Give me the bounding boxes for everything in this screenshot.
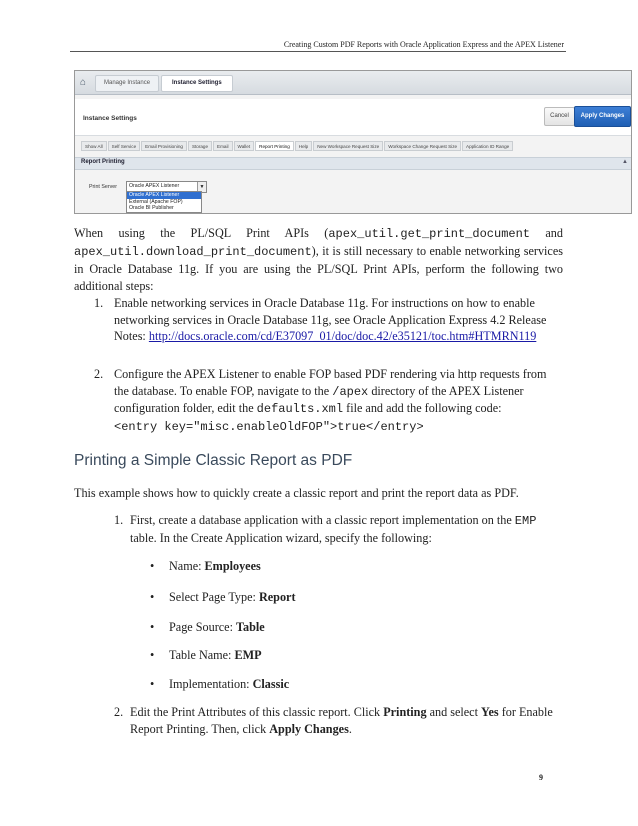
list-item xyxy=(114,512,564,547)
tab-show-all[interactable]: Show All xyxy=(81,141,107,151)
report-printing-section-header xyxy=(75,157,631,170)
section-heading: Printing a Simple Classic Report as PDF xyxy=(74,452,353,469)
tab-help[interactable]: Help xyxy=(295,141,312,151)
intro-text-2: and xyxy=(530,226,563,240)
list-text: First, create a database application with a classic report implementation on the xyxy=(130,513,515,527)
list-number: 2. xyxy=(94,367,104,381)
tab-storage[interactable]: Storage xyxy=(188,141,212,151)
breadcrumb-manage-instance[interactable]: Manage Instance xyxy=(95,75,159,92)
instance-settings-screenshot xyxy=(74,70,632,214)
cancel-button[interactable]: Cancel xyxy=(544,107,575,126)
page-number: 9 xyxy=(539,773,543,782)
list-text: directory of the APEX Listener configuration folder, edit the xyxy=(114,383,524,415)
list-number: 2. xyxy=(114,705,124,719)
tab-email-provisioning[interactable]: Email Provisioning xyxy=(141,141,187,151)
inline-code: /apex xyxy=(332,384,369,399)
bold-term: Yes xyxy=(481,705,499,719)
bold-term: Apply Changes xyxy=(269,722,349,736)
list-number: 1. xyxy=(94,296,104,310)
tab-report-printing[interactable]: Report Printing xyxy=(255,141,294,151)
bullet-label: Page Source: xyxy=(169,620,237,634)
chevron-down-icon[interactable]: ▼ xyxy=(197,182,206,192)
bullet-value: Classic xyxy=(252,677,290,691)
apply-changes-button[interactable]: Apply Changes xyxy=(574,106,631,127)
tab-wallet[interactable]: Wallet xyxy=(234,141,255,151)
list-item xyxy=(94,366,564,435)
list-text: . xyxy=(348,722,352,736)
bullet-item: • Implementation: Classic xyxy=(150,677,290,691)
running-header: Creating Custom PDF Reports with Oracle Application Express and the APEX Listener xyxy=(283,40,564,49)
bullet-item: • Name: Employees xyxy=(150,559,261,573)
region-title: Instance Settings xyxy=(83,115,137,122)
list-text: Configure the APEX Listener to enable FOP based PDF rendering via http requests from the database. To enable FOP, navigate to the xyxy=(114,367,547,398)
intro-text-3: ), it is still necessary to enable networking services in Oracle Database 11g. If you are using the PL/SQL Print APIs, perform the following two additional steps: xyxy=(74,244,563,293)
list-text: and select xyxy=(426,705,482,719)
bullet-label: Name: xyxy=(169,559,205,573)
bullet-value: Table xyxy=(236,620,265,634)
list-text: Enable networking services in Oracle Database 11g. For instructions on how to enable networking services in Oracle Database 11g, see Oracle Application Express 4.2 Release Notes: xyxy=(114,296,547,343)
list-text: table. In the Create Application wizard, specify the following: xyxy=(130,531,432,545)
header-rule xyxy=(70,51,566,52)
option-oracle-bi-publisher[interactable]: Oracle BI Publisher xyxy=(129,205,174,211)
bullet-label: Implementation: xyxy=(169,677,253,691)
option-oracle-apex-listener[interactable]: Oracle APEX Listener xyxy=(127,192,201,199)
tab-application-id-range[interactable]: Application ID Range xyxy=(462,141,513,151)
bullet-value: Employees xyxy=(204,559,261,573)
list-text: file and add the following code: xyxy=(343,401,502,415)
print-server-dropdown xyxy=(126,191,202,213)
tab-workspace-change-request-size[interactable]: Workspace Change Request Size xyxy=(384,141,461,151)
bullet-label: Table Name: xyxy=(169,648,235,662)
settings-tabs xyxy=(81,141,631,151)
bullet-item: • Table Name: EMP xyxy=(150,648,262,662)
list-item xyxy=(114,704,564,738)
list-number: 1. xyxy=(114,513,124,527)
intro-code-1: apex_util.get_print_document xyxy=(328,227,530,241)
tab-self-service[interactable]: Self Service xyxy=(108,141,141,151)
print-server-label: Print Server xyxy=(89,184,117,190)
intro-paragraph xyxy=(74,225,563,295)
print-server-value: Oracle APEX Listener xyxy=(129,183,180,189)
tab-new-workspace-request-size[interactable]: New Workspace Request Size xyxy=(313,141,383,151)
inline-code: EMP xyxy=(514,514,537,528)
home-icon[interactable]: ⌂ xyxy=(80,77,87,88)
tab-email[interactable]: Email xyxy=(213,141,233,151)
option-external-apache-fop[interactable]: External (Apache FOP) xyxy=(129,198,183,205)
section-intro: This example shows how to quickly create a classic report and print the report data as PDF. xyxy=(74,486,519,500)
intro-text-1: When using the PL/SQL Print APIs ( xyxy=(74,226,329,240)
code-line: <entry key="misc.enableOldFOP">true</entry> xyxy=(114,419,424,434)
breadcrumb xyxy=(75,71,631,95)
bullet-value: Report xyxy=(258,590,296,604)
collapse-icon[interactable]: ▲ xyxy=(622,159,628,165)
bullet-value: EMP xyxy=(234,648,262,662)
intro-code-2: apex_util.download_print_document xyxy=(74,245,312,259)
list-text: Edit the Print Attributes of this classic report. Click xyxy=(130,705,384,719)
list-item xyxy=(94,295,564,345)
bullet-label: Select Page Type: xyxy=(169,590,259,604)
breadcrumb-instance-settings: Instance Settings xyxy=(161,75,233,92)
release-notes-link[interactable]: http://docs.oracle.com/cd/E37097_01/doc/doc.42/e35121/toc.htm#HTMRN119 xyxy=(148,329,537,343)
inline-code: defaults.xml xyxy=(256,402,344,416)
region-header xyxy=(75,99,631,136)
section-title: Report Printing xyxy=(81,159,125,165)
list-text: for Enable Report Printing. Then, click xyxy=(130,705,553,736)
bold-term: Printing xyxy=(383,705,427,719)
bullet-item: • Page Source: Table xyxy=(150,620,265,634)
bullet-item: • Select Page Type: Report xyxy=(150,590,296,604)
